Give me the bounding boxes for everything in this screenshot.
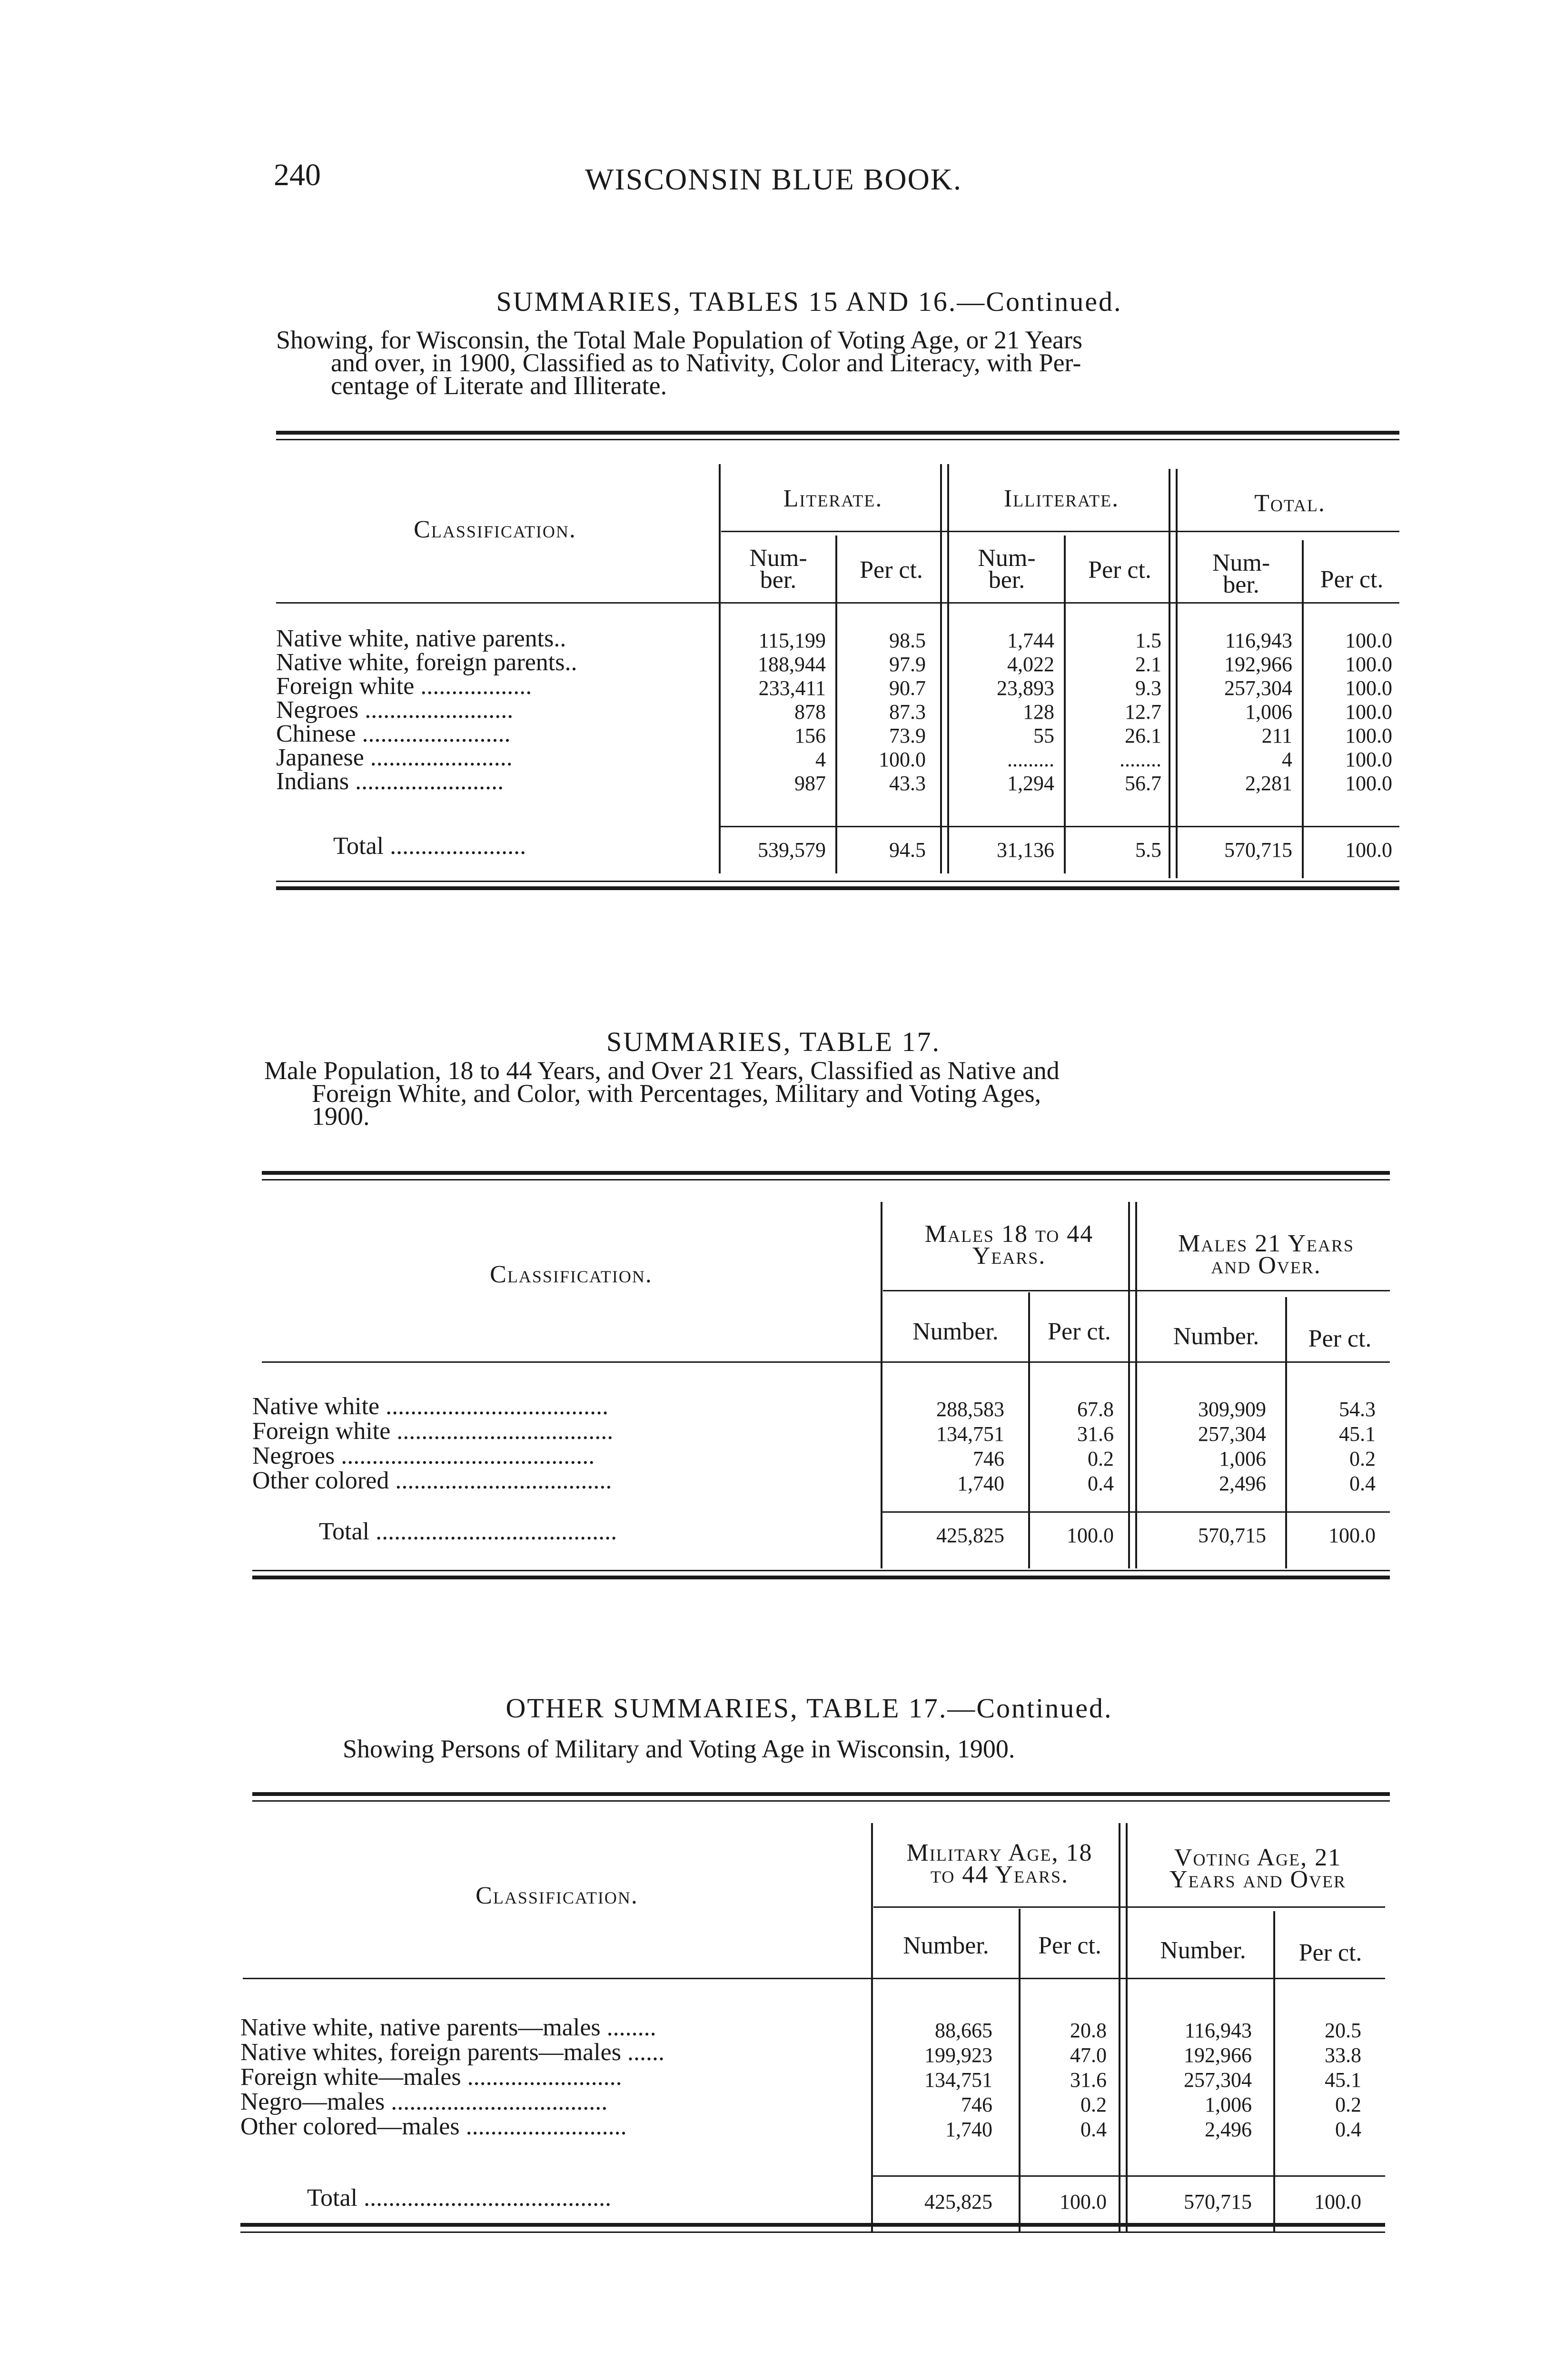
table1-cell-ill_p: ........ — [1120, 748, 1161, 771]
table3-description — [343, 1735, 1390, 1763]
table3-header-military — [876, 1839, 1123, 1888]
table3-vline — [871, 1823, 873, 2232]
table1-vline — [940, 464, 942, 873]
table1-vline — [1064, 536, 1066, 873]
table2-row-label: Negroes ......................................... — [252, 1442, 595, 1469]
table2-cell-a_n: 746 — [973, 1447, 1004, 1470]
table1-ill-perct-header: Per ct. — [1088, 556, 1151, 584]
table1-bottom-rule-thin — [276, 881, 1399, 882]
table2-cell-a_p: 0.2 — [1088, 1447, 1114, 1470]
table2-vline — [1028, 1292, 1030, 1568]
table3-cell-a_n: 746 — [961, 2093, 992, 2116]
table3-header-classification: Classification. — [476, 1882, 638, 1909]
table2-row-label: Native white .................................... — [252, 1393, 609, 1420]
table1-vline — [1169, 469, 1170, 878]
table1-row-label: Foreign white .................. — [276, 673, 532, 700]
table2-a-perct-header: Per ct. — [1048, 1318, 1111, 1345]
table1-cell-lit_p: 43.3 — [889, 772, 926, 795]
table2-cell-b_p: 0.2 — [1349, 1447, 1376, 1470]
table3-total-a_p: 100.0 — [1060, 2190, 1107, 2213]
table1-cell-ill_n: ......... — [1007, 748, 1054, 771]
table2-desc-line: Male Population, 18 to 44 Years, and Over 21 Years, Classified as Native and — [264, 1056, 1060, 1085]
table2-header-males21 — [1142, 1230, 1390, 1279]
table2-header-bottom-rule — [262, 1361, 1390, 1363]
table1-desc-line: and over, in 1900, Classified as to Nativity, Color and Literacy, with Per- — [331, 348, 1081, 377]
table1-cell-ill_p: 9.3 — [1135, 676, 1161, 700]
table1-title: SUMMARIES, TABLES 15 AND 16.—Continued. — [496, 286, 1122, 317]
table1-cell-tot_p: 100.0 — [1345, 629, 1392, 652]
table1-cell-lit_n: 156 — [794, 724, 826, 747]
table2-total-a_p: 100.0 — [1067, 1524, 1114, 1547]
table1-vline — [947, 464, 949, 873]
header-line: Males 18 to 44 — [924, 1220, 1094, 1248]
table1-cell-lit_p: 98.5 — [889, 629, 926, 652]
table2-cell-a_n: 288,583 — [936, 1398, 1004, 1421]
table1-row-label: Japanese ....................... — [276, 744, 513, 771]
table3-cell-a_p: 20.8 — [1070, 2019, 1107, 2042]
table2-cell-b_p: 54.3 — [1339, 1398, 1376, 1421]
header-line: and Over. — [1211, 1252, 1321, 1279]
table1-row-label: Native white, foreign parents.. — [276, 649, 577, 676]
table1-top-rule — [276, 431, 1399, 435]
table1-lit-perct-header: Per ct. — [860, 556, 923, 584]
table3-total-rule — [871, 2175, 1385, 2177]
table1-cell-lit_p: 73.9 — [889, 724, 926, 747]
table2-total-rule — [881, 1511, 1390, 1513]
table1-cell-ill_p: 2.1 — [1135, 653, 1161, 676]
table3-cell-b_n: 257,304 — [1184, 2068, 1252, 2092]
table2-cell-a_p: 31.6 — [1077, 1422, 1114, 1446]
table1-header-literate: Literate. — [783, 485, 883, 512]
table3-cell-b_p: 45.1 — [1325, 2068, 1361, 2092]
table3-cell-a_n: 88,665 — [935, 2019, 992, 2042]
table2-total-b_n: 570,715 — [1198, 1524, 1266, 1547]
table1-tot-number-header — [1180, 549, 1302, 598]
table2-cell-b_p: 45.1 — [1339, 1422, 1376, 1446]
table1-cell-ill_n: 128 — [1023, 700, 1054, 724]
table1-cell-lit_p: 100.0 — [879, 748, 926, 771]
table3-subheader-rule — [873, 1906, 1385, 1908]
table1-cell-ill_n: 4,022 — [1007, 653, 1054, 676]
table3-cell-b_p: 0.2 — [1335, 2093, 1361, 2116]
table3-cell-a_p: 0.4 — [1080, 2118, 1107, 2141]
table1-row-label: Native white, native parents.. — [276, 625, 566, 652]
table1-header-bottom-rule — [276, 602, 1399, 604]
table1-cell-lit_p: 90.7 — [889, 676, 926, 700]
table2-cell-a_p: 67.8 — [1077, 1398, 1114, 1421]
table1-cell-lit_n: 987 — [794, 772, 826, 795]
table1-header-classification: Classification. — [414, 516, 576, 543]
table2-row-label: Other colored ................................... — [252, 1467, 612, 1494]
table3-cell-a_p: 31.6 — [1070, 2068, 1107, 2092]
table1-total-ill_p: 5.5 — [1135, 838, 1161, 862]
header-line: Num- — [1212, 549, 1270, 576]
table3-total-b_p: 100.0 — [1314, 2190, 1361, 2213]
table2-header-classification: Classification. — [490, 1261, 653, 1288]
table1-cell-lit_n: 878 — [794, 700, 826, 724]
table1-row-label: Negroes ........................ — [276, 696, 514, 724]
table1-desc-line: Showing, for Wisconsin, the Total Male Population of Voting Age, or 21 Years — [276, 326, 1083, 354]
table2-row-label: Foreign white ................................... — [252, 1418, 614, 1445]
table3-total-b_n: 570,715 — [1184, 2190, 1252, 2213]
table2-bottom-rule-thin — [252, 1570, 1390, 1571]
table2-vline — [881, 1202, 882, 1568]
table3-cell-b_p: 0.4 — [1335, 2118, 1361, 2141]
table3-cell-a_p: 47.0 — [1070, 2043, 1107, 2067]
table1-row-label: Indians ........................ — [276, 768, 504, 795]
table1-cell-tot_n: 2,281 — [1245, 772, 1292, 795]
table1-cell-ill_p: 12.7 — [1125, 700, 1161, 724]
table3-row-label: Native white, native parents—males ........ — [240, 2014, 656, 2041]
table1-cell-tot_p: 100.0 — [1345, 772, 1392, 795]
table3-vline — [1273, 1911, 1275, 2232]
table1-description — [276, 326, 1428, 400]
table1-cell-ill_n: 55 — [1033, 724, 1054, 747]
header-line: to 44 Years. — [931, 1861, 1069, 1888]
table3-bottom-rule-thin — [240, 2231, 1385, 2233]
table1-cell-tot_n: 192,966 — [1224, 653, 1292, 676]
table2-cell-b_n: 1,006 — [1219, 1447, 1266, 1470]
table1-cell-ill_p: 56.7 — [1125, 772, 1161, 795]
table3-cell-b_p: 33.8 — [1325, 2043, 1361, 2067]
table2-vline — [1128, 1202, 1130, 1568]
table1-cell-ill_n: 23,893 — [997, 676, 1054, 700]
table2-description — [264, 1056, 1416, 1130]
table2-desc-line: Foreign White, and Color, with Percentages, Military and Voting Ages, — [312, 1079, 1041, 1108]
table3-a-number-header: Number. — [903, 1932, 989, 1959]
table1-vline — [1176, 469, 1178, 878]
table1-cell-lit_n: 4 — [815, 748, 826, 771]
table3-row-label: Foreign white—males ......................... — [240, 2063, 622, 2091]
header-line: ber. — [1223, 571, 1259, 598]
running-head: WISCONSIN BLUE BOOK. — [585, 162, 962, 196]
header-line: Males 21 Years — [1178, 1230, 1354, 1257]
table3-cell-b_p: 20.5 — [1325, 2019, 1361, 2042]
table1-cell-ill_n: 1,744 — [1007, 629, 1054, 652]
table3-a-perct-header: Per ct. — [1038, 1932, 1101, 1959]
table1-cell-tot_n: 211 — [1261, 724, 1292, 747]
table1-cell-tot_p: 100.0 — [1345, 653, 1392, 676]
table3-vline — [1019, 1909, 1021, 2232]
table1-cell-tot_n: 4 — [1282, 748, 1292, 771]
table1-ill-number-header — [950, 545, 1064, 594]
table1-total-lit_p: 94.5 — [889, 838, 926, 862]
table3-b-perct-header: Per ct. — [1298, 1939, 1362, 1966]
table1-total-label: Total ...................... — [333, 833, 526, 860]
header-line: Num- — [978, 545, 1036, 572]
table3-header-bottom-rule — [243, 1978, 1385, 1979]
table1-cell-ill_p: 26.1 — [1125, 724, 1161, 747]
table2-cell-a_n: 1,740 — [957, 1472, 1004, 1495]
table2-cell-b_n: 2,496 — [1219, 1472, 1266, 1495]
table2-cell-b_n: 257,304 — [1198, 1422, 1266, 1446]
table1-cell-tot_n: 257,304 — [1224, 676, 1292, 700]
table3-desc-line: Showing Persons of Military and Voting Age in Wisconsin, 1900. — [343, 1735, 1015, 1763]
table1-header-illiterate: Illiterate. — [1003, 485, 1120, 512]
header-line: Num- — [749, 545, 807, 572]
table3-top-rule — [252, 1792, 1390, 1796]
table1-cell-ill_p: 1.5 — [1135, 629, 1161, 652]
table1-desc-line: centage of Literate and Illiterate. — [331, 371, 667, 400]
table2-cell-a_n: 134,751 — [936, 1422, 1004, 1446]
table1-total-lit_n: 539,579 — [758, 838, 826, 862]
table2-top-rule — [262, 1171, 1390, 1175]
table1-top-rule-thin — [276, 439, 1399, 440]
table1-cell-tot_n: 1,006 — [1245, 700, 1292, 724]
header-line: Voting Age, 21 — [1174, 1844, 1342, 1871]
table3-top-rule-thin — [252, 1800, 1390, 1802]
table1-subheader-rule — [721, 531, 1399, 532]
table1-cell-tot_p: 100.0 — [1345, 748, 1392, 771]
table1-cell-lit_p: 87.3 — [889, 700, 926, 724]
table3-total-a_n: 425,825 — [924, 2190, 992, 2213]
table1-cell-ill_n: 1,294 — [1007, 772, 1054, 795]
table3-title: OTHER SUMMARIES, TABLE 17.—Continued. — [505, 1693, 1113, 1724]
page-number: 240 — [274, 158, 321, 192]
table2-b-number-header: Number. — [1173, 1323, 1259, 1350]
table1-total-ill_n: 31,136 — [997, 838, 1054, 862]
table1-vline — [719, 464, 721, 873]
header-line: Years and Over — [1169, 1866, 1347, 1893]
table2-cell-b_n: 309,909 — [1198, 1398, 1266, 1421]
table3-vline — [1119, 1823, 1120, 2232]
table1-row-label: Chinese ........................ — [276, 720, 511, 747]
table3-b-number-header: Number. — [1160, 1937, 1246, 1964]
header-line: Military Age, 18 — [906, 1839, 1093, 1866]
table3-cell-a_n: 134,751 — [924, 2068, 992, 2092]
table1-total-rule — [719, 826, 1399, 827]
table1-total-tot_n: 570,715 — [1224, 838, 1292, 862]
table2-title: SUMMARIES, TABLE 17. — [606, 1026, 941, 1057]
table1-cell-lit_n: 233,411 — [758, 676, 826, 700]
table1-cell-tot_p: 100.0 — [1345, 700, 1392, 724]
table3-cell-a_n: 1,740 — [945, 2118, 992, 2141]
table3-cell-a_n: 199,923 — [924, 2043, 992, 2067]
table1-cell-lit_n: 115,199 — [758, 629, 826, 652]
table1-lit-number-header — [721, 545, 835, 594]
table1-vline — [835, 536, 837, 873]
table1-cell-tot_n: 116,943 — [1225, 629, 1292, 652]
table2-top-rule-thin — [262, 1179, 1390, 1180]
header-line: Years. — [972, 1242, 1046, 1269]
table3-header-voting — [1130, 1844, 1385, 1893]
table2-a-number-header: Number. — [912, 1318, 999, 1345]
table2-vline — [1285, 1297, 1287, 1568]
table1-vline — [1302, 540, 1304, 878]
table3-cell-b_n: 1,006 — [1205, 2093, 1252, 2116]
table1-tot-perct-header: Per ct. — [1320, 566, 1384, 593]
table3-bottom-rule — [240, 2223, 1385, 2227]
table3-row-label: Negro—males ................................... — [240, 2088, 608, 2115]
table2-header-males18 — [885, 1220, 1133, 1269]
table1-cell-lit_p: 97.9 — [889, 653, 926, 676]
table2-cell-b_p: 0.4 — [1349, 1472, 1376, 1495]
table3-vline — [1126, 1823, 1128, 2232]
table2-desc-line: 1900. — [312, 1102, 370, 1130]
table1-header-total: Total. — [1254, 490, 1326, 517]
table2-b-perct-header: Per ct. — [1308, 1325, 1372, 1352]
table3-cell-b_n: 2,496 — [1205, 2118, 1252, 2141]
table2-cell-a_p: 0.4 — [1088, 1472, 1114, 1495]
table1-total-tot_p: 100.0 — [1345, 838, 1392, 862]
table1-cell-tot_p: 100.0 — [1345, 724, 1392, 747]
header-line: ber. — [988, 566, 1025, 594]
header-line: ber. — [760, 566, 797, 594]
table1-cell-lit_n: 188,944 — [758, 653, 826, 676]
table2-total-b_p: 100.0 — [1328, 1524, 1376, 1547]
table2-vline — [1135, 1202, 1137, 1568]
table2-total-a_n: 425,825 — [936, 1524, 1004, 1547]
table1-cell-tot_p: 100.0 — [1345, 676, 1392, 700]
table2-total-label: Total ....................................... — [319, 1518, 617, 1545]
table2-bottom-rule — [252, 1576, 1390, 1579]
table3-cell-b_n: 116,943 — [1184, 2019, 1252, 2042]
table3-cell-b_n: 192,966 — [1184, 2043, 1252, 2067]
table1-bottom-rule — [276, 886, 1399, 890]
table3-row-label: Other colored—males .......................... — [240, 2113, 627, 2140]
table3-row-label: Native whites, foreign parents—males ...... — [240, 2039, 664, 2066]
table3-cell-a_p: 0.2 — [1080, 2093, 1107, 2116]
table3-total-label: Total ........................................ — [307, 2184, 612, 2211]
